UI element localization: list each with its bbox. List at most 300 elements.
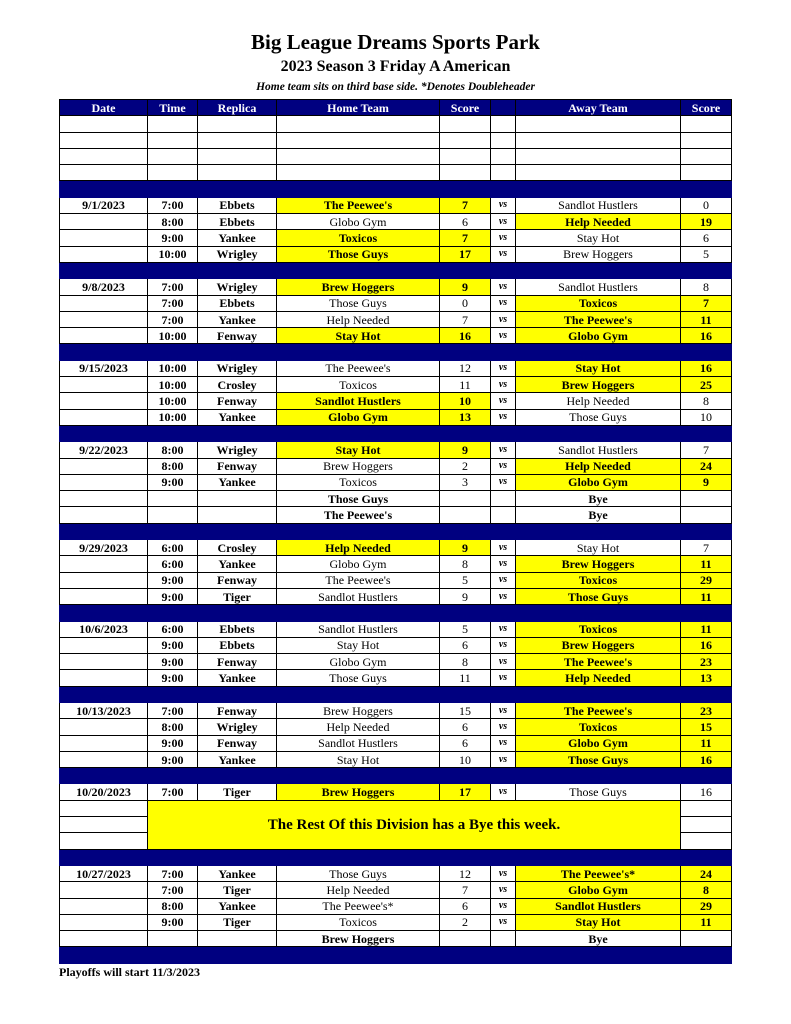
empty-cell — [148, 686, 198, 702]
home-score: 5 — [440, 621, 491, 637]
empty-cell — [148, 181, 198, 197]
empty-cell — [681, 148, 732, 164]
empty-cell — [148, 132, 198, 148]
empty-cell — [681, 425, 732, 441]
home-score: 9 — [440, 588, 491, 604]
home-score: 6 — [440, 637, 491, 653]
vs-label: vs — [491, 393, 516, 409]
empty-cell — [681, 116, 732, 132]
empty-cell — [491, 116, 516, 132]
time-cell: 10:00 — [148, 393, 198, 409]
home-score: 7 — [440, 197, 491, 213]
date-cell — [60, 214, 148, 230]
away-score: 10 — [681, 409, 732, 425]
away-score: 23 — [681, 702, 732, 718]
home-score: 17 — [440, 246, 491, 262]
date-cell — [60, 914, 148, 930]
away-score: 6 — [681, 230, 732, 246]
empty-cell — [491, 262, 516, 278]
date-cell — [60, 474, 148, 490]
home-team: Stay Hot — [277, 442, 440, 458]
empty-cell — [60, 947, 148, 963]
empty-cell — [516, 132, 681, 148]
empty-cell — [60, 605, 148, 621]
home-score: 0 — [440, 295, 491, 311]
vs-label: vs — [491, 311, 516, 327]
field-cell: Ebbets — [198, 295, 277, 311]
game-row — [60, 360, 732, 376]
time-cell: 6:00 — [148, 621, 198, 637]
field-cell: Fenway — [198, 654, 277, 670]
home-score: 13 — [440, 409, 491, 425]
empty-cell — [148, 425, 198, 441]
away-team: Sandlot Hustlers — [516, 442, 681, 458]
blank-row — [60, 148, 732, 164]
home-team: The Peewee's* — [277, 898, 440, 914]
bye-week-message: The Rest Of this Division has a Bye this week. — [148, 800, 681, 849]
game-row — [60, 898, 732, 914]
home-team: Those Guys — [277, 246, 440, 262]
empty-cell — [277, 116, 440, 132]
home-score: 9 — [440, 279, 491, 295]
bye-team: The Peewee's — [277, 507, 440, 523]
empty-cell — [277, 181, 440, 197]
home-team: Toxicos — [277, 474, 440, 490]
empty-cell — [440, 947, 491, 963]
empty-cell — [148, 165, 198, 181]
date-cell — [60, 393, 148, 409]
field-cell: Tiger — [198, 914, 277, 930]
home-team: The Peewee's — [277, 572, 440, 588]
date-cell — [60, 898, 148, 914]
time-cell: 8:00 — [148, 458, 198, 474]
empty-cell — [440, 148, 491, 164]
game-row — [60, 230, 732, 246]
time-cell: 9:00 — [148, 474, 198, 490]
field-cell: Yankee — [198, 409, 277, 425]
away-team: Globo Gym — [516, 474, 681, 490]
home-team: Help Needed — [277, 719, 440, 735]
game-row — [60, 377, 732, 393]
vs-label: vs — [491, 360, 516, 376]
away-team: Brew Hoggers — [516, 637, 681, 653]
empty-cell — [440, 116, 491, 132]
time-cell: 9:00 — [148, 230, 198, 246]
field-cell: Yankee — [198, 311, 277, 327]
away-score: 0 — [681, 197, 732, 213]
home-score: 12 — [440, 360, 491, 376]
home-score: 6 — [440, 735, 491, 751]
away-team: Brew Hoggers — [516, 556, 681, 572]
empty-cell — [277, 148, 440, 164]
away-score: 7 — [681, 442, 732, 458]
time-cell: 10:00 — [148, 246, 198, 262]
home-team: Stay Hot — [277, 751, 440, 767]
home-team: Toxicos — [277, 230, 440, 246]
header-row — [60, 100, 732, 116]
away-team: The Peewee's* — [516, 865, 681, 881]
field-cell: Ebbets — [198, 621, 277, 637]
home-score: 7 — [440, 230, 491, 246]
empty-cell — [491, 931, 516, 947]
date-cell — [60, 670, 148, 686]
home-score: 7 — [440, 311, 491, 327]
empty-cell — [440, 507, 491, 523]
date-cell — [60, 588, 148, 604]
vs-label: vs — [491, 784, 516, 800]
home-team: Toxicos — [277, 914, 440, 930]
time-cell: 8:00 — [148, 214, 198, 230]
col-home-score: Score — [440, 100, 491, 116]
game-row — [60, 474, 732, 490]
empty-cell — [198, 116, 277, 132]
empty-cell — [277, 605, 440, 621]
home-team: Those Guys — [277, 295, 440, 311]
home-team: Brew Hoggers — [277, 458, 440, 474]
time-cell: 7:00 — [148, 197, 198, 213]
date-cell — [60, 833, 148, 849]
empty-cell — [681, 523, 732, 539]
home-score: 2 — [440, 914, 491, 930]
game-row — [60, 702, 732, 718]
away-score: 24 — [681, 458, 732, 474]
home-score: 6 — [440, 214, 491, 230]
time-cell: 6:00 — [148, 540, 198, 556]
home-team: Stay Hot — [277, 328, 440, 344]
time-cell: 9:00 — [148, 735, 198, 751]
vs-label: vs — [491, 230, 516, 246]
empty-cell — [440, 931, 491, 947]
away-score: 11 — [681, 914, 732, 930]
date-cell — [60, 654, 148, 670]
separator-row — [60, 344, 732, 360]
time-cell: 7:00 — [148, 865, 198, 881]
game-row — [60, 311, 732, 327]
empty-cell — [681, 768, 732, 784]
empty-cell — [681, 833, 732, 849]
date-cell: 9/8/2023 — [60, 279, 148, 295]
empty-cell — [60, 148, 148, 164]
empty-cell — [198, 344, 277, 360]
date-cell — [60, 295, 148, 311]
empty-cell — [148, 116, 198, 132]
time-cell: 7:00 — [148, 882, 198, 898]
home-score: 8 — [440, 556, 491, 572]
vs-label: vs — [491, 865, 516, 881]
time-cell: 7:00 — [148, 784, 198, 800]
empty-cell — [516, 849, 681, 865]
vs-label: vs — [491, 409, 516, 425]
away-score: 8 — [681, 393, 732, 409]
date-cell — [60, 719, 148, 735]
empty-cell — [440, 686, 491, 702]
game-row — [60, 882, 732, 898]
time-cell: 7:00 — [148, 311, 198, 327]
home-team: The Peewee's — [277, 360, 440, 376]
empty-cell — [681, 132, 732, 148]
empty-cell — [60, 116, 148, 132]
field-cell: Wrigley — [198, 442, 277, 458]
empty-cell — [516, 686, 681, 702]
away-score: 16 — [681, 751, 732, 767]
vs-label: vs — [491, 719, 516, 735]
empty-cell — [491, 165, 516, 181]
empty-cell — [277, 132, 440, 148]
time-cell: 9:00 — [148, 670, 198, 686]
empty-cell — [198, 165, 277, 181]
separator-row — [60, 605, 732, 621]
col-time: Time — [148, 100, 198, 116]
home-score: 2 — [440, 458, 491, 474]
empty-cell — [681, 507, 732, 523]
away-score: 15 — [681, 719, 732, 735]
time-cell: 9:00 — [148, 637, 198, 653]
away-team: Sandlot Hustlers — [516, 279, 681, 295]
empty-cell — [681, 686, 732, 702]
home-team: Globo Gym — [277, 214, 440, 230]
empty-cell — [491, 947, 516, 963]
home-score: 10 — [440, 751, 491, 767]
page-subtitle: 2023 Season 3 Friday A American — [280, 58, 511, 75]
empty-cell — [277, 165, 440, 181]
field-cell: Yankee — [198, 230, 277, 246]
field-cell: Wrigley — [198, 360, 277, 376]
blank-row — [60, 165, 732, 181]
vs-label: vs — [491, 898, 516, 914]
empty-cell — [198, 181, 277, 197]
time-cell: 9:00 — [148, 654, 198, 670]
date-cell — [60, 572, 148, 588]
time-cell: 7:00 — [148, 295, 198, 311]
away-score: 24 — [681, 865, 732, 881]
separator-row — [60, 523, 732, 539]
game-row — [60, 409, 732, 425]
date-cell — [60, 817, 148, 833]
time-cell: 10:00 — [148, 377, 198, 393]
empty-cell — [277, 262, 440, 278]
home-score: 9 — [440, 540, 491, 556]
col-replica: Replica — [198, 100, 277, 116]
empty-cell — [681, 262, 732, 278]
field-cell: Ebbets — [198, 637, 277, 653]
time-cell: 10:00 — [148, 360, 198, 376]
bye-row — [60, 931, 732, 947]
vs-label: vs — [491, 214, 516, 230]
field-cell: Crosley — [198, 540, 277, 556]
home-team: Brew Hoggers — [277, 279, 440, 295]
home-team: Stay Hot — [277, 637, 440, 653]
empty-cell — [516, 768, 681, 784]
home-team: Sandlot Hustlers — [277, 588, 440, 604]
away-team: Stay Hot — [516, 360, 681, 376]
away-score: 11 — [681, 556, 732, 572]
empty-cell — [681, 817, 732, 833]
vs-label: vs — [491, 540, 516, 556]
home-team: Sandlot Hustlers — [277, 621, 440, 637]
vs-label: vs — [491, 670, 516, 686]
game-row — [60, 328, 732, 344]
empty-cell — [148, 947, 198, 963]
empty-cell — [491, 148, 516, 164]
empty-cell — [440, 849, 491, 865]
home-score: 11 — [440, 670, 491, 686]
separator-row — [60, 262, 732, 278]
empty-cell — [198, 849, 277, 865]
date-cell: 9/22/2023 — [60, 442, 148, 458]
empty-cell — [681, 605, 732, 621]
home-score: 8 — [440, 654, 491, 670]
time-cell: 10:00 — [148, 409, 198, 425]
home-team: Globo Gym — [277, 556, 440, 572]
separator-row — [60, 181, 732, 197]
blank-row — [60, 132, 732, 148]
empty-cell — [440, 605, 491, 621]
away-team: Brew Hoggers — [516, 377, 681, 393]
date-cell: 9/29/2023 — [60, 540, 148, 556]
away-team: Help Needed — [516, 458, 681, 474]
field-cell: Wrigley — [198, 279, 277, 295]
bye-row — [60, 507, 732, 523]
empty-cell — [440, 768, 491, 784]
away-team: Brew Hoggers — [516, 246, 681, 262]
vs-label: vs — [491, 458, 516, 474]
empty-cell — [198, 605, 277, 621]
home-team-note: Home team sits on third base side. *Denotes Doubleheader — [256, 81, 535, 93]
home-team: Toxicos — [277, 377, 440, 393]
away-score: 11 — [681, 621, 732, 637]
vs-label: vs — [491, 735, 516, 751]
empty-cell — [277, 849, 440, 865]
game-row — [60, 719, 732, 735]
empty-cell — [60, 165, 148, 181]
time-cell: 9:00 — [148, 914, 198, 930]
empty-cell — [440, 344, 491, 360]
away-score: 5 — [681, 246, 732, 262]
field-cell: Fenway — [198, 735, 277, 751]
empty-cell — [491, 523, 516, 539]
empty-cell — [60, 425, 148, 441]
col-away-score: Score — [681, 100, 732, 116]
time-cell: 9:00 — [148, 588, 198, 604]
vs-label: vs — [491, 882, 516, 898]
empty-cell — [681, 947, 732, 963]
away-team: The Peewee's — [516, 654, 681, 670]
bye-label: Bye — [516, 491, 681, 507]
date-cell: 10/27/2023 — [60, 865, 148, 881]
date-cell — [60, 377, 148, 393]
date-cell — [60, 230, 148, 246]
field-cell: Fenway — [198, 572, 277, 588]
home-score: 11 — [440, 377, 491, 393]
empty-cell — [491, 491, 516, 507]
away-team: The Peewee's — [516, 311, 681, 327]
empty-cell — [491, 132, 516, 148]
vs-label: vs — [491, 914, 516, 930]
vs-label: vs — [491, 377, 516, 393]
away-team: Sandlot Hustlers — [516, 898, 681, 914]
empty-cell — [681, 344, 732, 360]
empty-cell — [516, 947, 681, 963]
field-cell — [198, 507, 277, 523]
bye-team: Brew Hoggers — [277, 931, 440, 947]
away-team: Help Needed — [516, 393, 681, 409]
away-team: Those Guys — [516, 588, 681, 604]
date-cell — [60, 637, 148, 653]
time-cell: 10:00 — [148, 328, 198, 344]
time-cell: 8:00 — [148, 719, 198, 735]
game-row — [60, 865, 732, 881]
vs-label: vs — [491, 246, 516, 262]
field-cell — [198, 491, 277, 507]
empty-cell — [681, 181, 732, 197]
vs-label: vs — [491, 702, 516, 718]
away-team: Sandlot Hustlers — [516, 197, 681, 213]
empty-cell — [148, 849, 198, 865]
away-score: 19 — [681, 214, 732, 230]
game-row — [60, 279, 732, 295]
empty-cell — [516, 262, 681, 278]
empty-cell — [60, 181, 148, 197]
date-cell: 10/6/2023 — [60, 621, 148, 637]
separator-row — [60, 686, 732, 702]
empty-cell — [516, 181, 681, 197]
vs-label: vs — [491, 654, 516, 670]
away-team: Those Guys — [516, 784, 681, 800]
away-score: 25 — [681, 377, 732, 393]
home-score: 6 — [440, 898, 491, 914]
time-cell: 9:00 — [148, 572, 198, 588]
home-team: Globo Gym — [277, 409, 440, 425]
empty-cell — [440, 165, 491, 181]
empty-cell — [198, 768, 277, 784]
empty-cell — [277, 344, 440, 360]
away-team: Toxicos — [516, 295, 681, 311]
date-cell — [60, 735, 148, 751]
away-team: Toxicos — [516, 719, 681, 735]
time-cell: 6:00 — [148, 556, 198, 572]
empty-cell — [440, 181, 491, 197]
empty-cell — [277, 686, 440, 702]
game-row — [60, 458, 732, 474]
empty-cell — [516, 425, 681, 441]
empty-cell — [491, 849, 516, 865]
home-score: 5 — [440, 572, 491, 588]
game-row — [60, 556, 732, 572]
empty-cell — [277, 947, 440, 963]
game-row — [60, 246, 732, 262]
home-team: Help Needed — [277, 311, 440, 327]
vs-label: vs — [491, 197, 516, 213]
home-score: 3 — [440, 474, 491, 490]
empty-cell — [491, 686, 516, 702]
empty-cell — [198, 947, 277, 963]
vs-label: vs — [491, 474, 516, 490]
away-team: Globo Gym — [516, 882, 681, 898]
away-team: Those Guys — [516, 751, 681, 767]
empty-cell — [148, 523, 198, 539]
home-score: 17 — [440, 784, 491, 800]
home-team: The Peewee's — [277, 197, 440, 213]
empty-cell — [491, 344, 516, 360]
date-cell — [60, 751, 148, 767]
field-cell: Fenway — [198, 393, 277, 409]
blank-row — [60, 116, 732, 132]
separator-row — [60, 849, 732, 865]
empty-cell — [277, 768, 440, 784]
away-team: Those Guys — [516, 409, 681, 425]
game-row — [60, 637, 732, 653]
empty-cell — [148, 262, 198, 278]
